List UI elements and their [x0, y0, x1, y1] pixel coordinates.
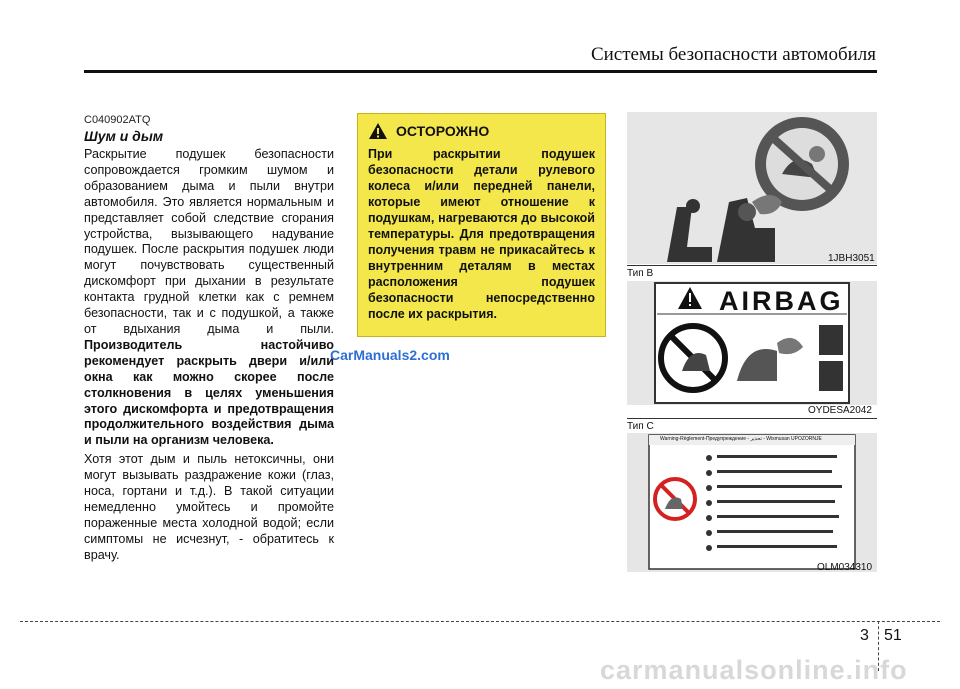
- paragraph-1-text: Раскрытие подушек безопасности сопровождается громким шумом и образованием дыма и пыли внутри автомобиля. Это является нормальным и представляет собой следствие сгорания устройства, вызывающего надувание подушек. После раскрытия подушек люди могут почувствовать существенный дискомфорт при дыхании в результате контакта грудной клетки как с ремнем безопасности, так и с подушкой, а также от вдыхания дыма и пыли.: [84, 147, 334, 336]
- chapter-number: 3: [860, 627, 869, 644]
- page-number: 51: [884, 627, 902, 644]
- image-b-label: Тип В: [627, 268, 654, 279]
- image-c: [627, 433, 877, 572]
- footer-rule: [20, 621, 940, 622]
- site-watermark: carmanualsonline.info: [600, 655, 908, 685]
- page-header-title: Системы безопасности автомобиля: [590, 44, 876, 65]
- airbag-child-seat-pictogram: [627, 112, 877, 264]
- warning-header: [368, 122, 595, 140]
- header-rule: [84, 70, 877, 73]
- image-c-label: Тип С: [627, 421, 654, 432]
- image-c-badge: Warning-Règlement-Предупреждение - تحذير - Wismusan UPOZORNJE: [660, 436, 822, 442]
- paragraph-2: Хотя этот дым и пыль нетоксичны, они могут вызывать раздражение кожи (глаз, носа, гортани и т.д.). В такой ситуации немедленно умойтесь и промойте пораженные места холодной водой; если симптомы не исчезнут, - обратитесь к врачу.: [84, 452, 334, 562]
- image-a-code: 1JBH3051: [828, 253, 875, 264]
- image-b-rule: [627, 418, 877, 419]
- multilingual-warning-label: [627, 433, 877, 572]
- warning-text: При раскрытии подушек безопасности детали рулевого колеса и/или передней панели, которые имеют отношение к подушкам, нагреваются до высокой температуры. Для предотвращения получения травм не прикасайтесь к внутренним деталям в местах расположения подушек безопасности непосредственно после их раскрытия.: [368, 147, 595, 321]
- paragraph-1: [84, 147, 334, 449]
- warning-title: ОСТОРОЖНО: [396, 123, 490, 139]
- image-b-badge: AIRBAG: [719, 286, 844, 316]
- body-text: [84, 147, 334, 567]
- image-b-code: OYDESA2042: [808, 405, 872, 416]
- warning-box: [357, 113, 606, 337]
- image-a-rule: [627, 265, 877, 266]
- warning-triangle-icon: [368, 122, 388, 140]
- section-code: C040902ATQ: [84, 114, 151, 126]
- image-a: [627, 112, 877, 264]
- paragraph-1-bold: Производитель настойчиво рекомендует раскрыть двери и/или окна как можно скорее после столкновения в целях уменьшения этого дискомфорта и предотвращения продолжительного воздействия дыма и пыли на организм человека.: [84, 337, 334, 448]
- image-c-code: OLM034310: [817, 562, 873, 573]
- watermark-text: CarManuals2.com: [330, 347, 450, 363]
- section-title: Шум и дым: [84, 128, 164, 144]
